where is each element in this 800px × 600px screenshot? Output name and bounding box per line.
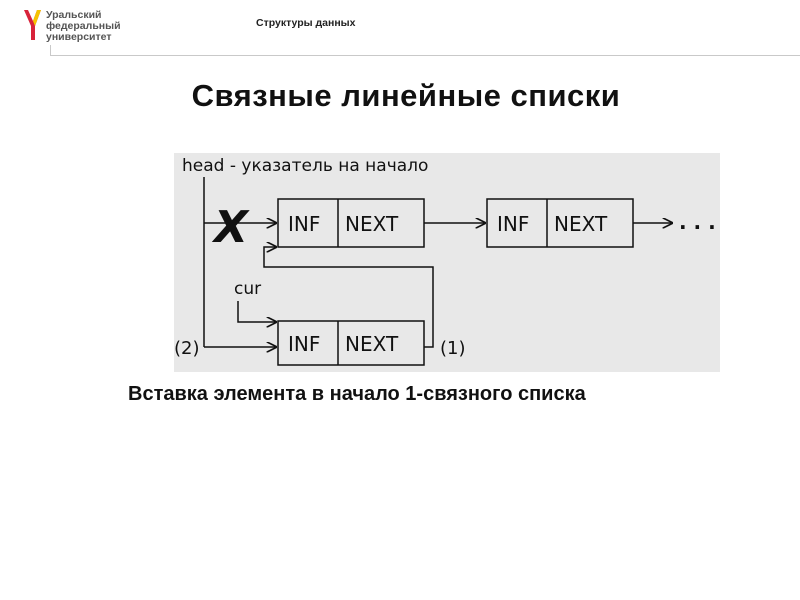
cur-label: cur — [234, 279, 262, 299]
logo-mark-icon — [22, 8, 42, 42]
logo-line-3: университет — [46, 31, 112, 43]
logo-text — [46, 10, 121, 43]
linked-list-diagram — [174, 153, 720, 372]
node-2-inf: INF — [497, 212, 530, 236]
ellipsis: . . . — [679, 210, 716, 234]
logo-line-2: федеральный — [46, 20, 121, 32]
header-divider-vertical — [50, 45, 51, 55]
node-2-next: NEXT — [554, 212, 608, 236]
header-divider — [50, 55, 800, 56]
node-1-next: NEXT — [345, 212, 399, 236]
logo-line-1: Уральский — [46, 9, 102, 21]
section-title: Структуры данных — [256, 17, 356, 29]
step-1-label: (1) — [440, 338, 466, 359]
slide-title: Связные линейные списки — [191, 78, 621, 113]
removed-link-mark: X — [214, 202, 248, 253]
step-2-label: (2) — [174, 338, 200, 359]
university-logo — [22, 8, 172, 44]
new-node-inf: INF — [288, 332, 321, 356]
diagram-caption: Вставка элемента в начало 1-связного списка — [128, 383, 586, 405]
new-node-next: NEXT — [345, 332, 399, 356]
node-1-inf: INF — [288, 212, 321, 236]
head-label: head - указатель на начало — [182, 156, 429, 176]
diagram-canvas — [174, 153, 720, 372]
